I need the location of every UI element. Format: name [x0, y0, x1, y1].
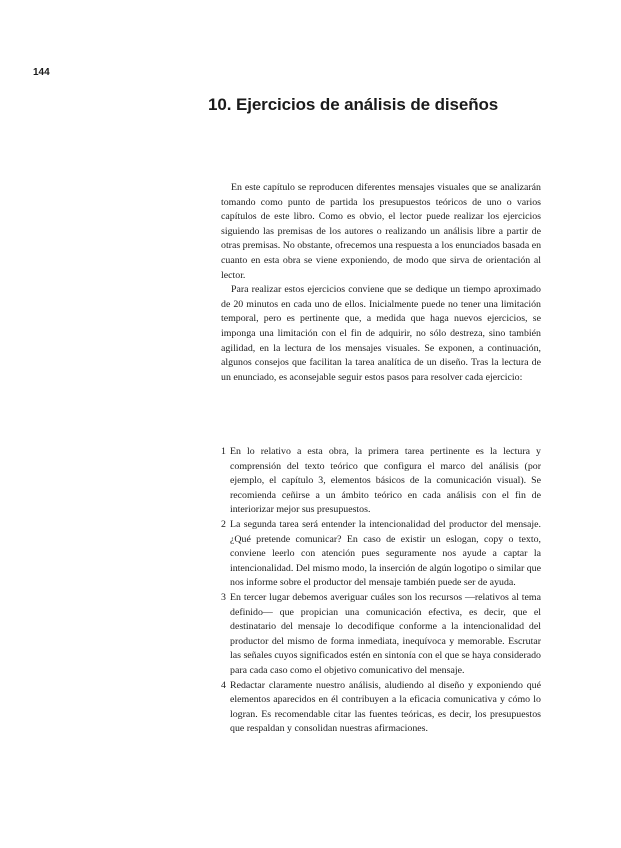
step-text: En lo relativo a esta obra, la primera tarea pertinente es la lectura y comprensión del texto teórico que configura el marco del análisis (por ejemplo, el capítulo 3, elementos básicos de la comunicación visual). Se recomienda ceñirse a un ámbito teórico en cada análisis con el fin de interiorizar mejor sus presupuestos.	[230, 446, 541, 516]
intro-paragraph: En este capítulo se reproducen diferentes mensajes visuales que se analizarán tomando como punto de partida los presupuestos teóricos de uno o varios capítulos de este libro. Como es obvio, el lector puede realizar los ejercicios siguiendo las premisas de los autores o realizando un análisis libre a partir de otras premisas. No obstante, ofrecemos una respuesta a los enunciados basada en cuanto en esta obra se viene exponiendo, de modo que sirva de orientación al lector.	[221, 182, 542, 281]
step-text: En tercer lugar debemos averiguar cuáles son los recursos —relativos al tema definido— que propician una comunicación efectiva, es decir, que el destinatario del mensaje lo decodifique conforme a la intencionalidad del productor del mismo de forma inmediata, inequívoca y memorable. Escrutar las señales cuyos significados estén en sintonía con el que se haya considerado para cada caso como el objetivo comunicativo del mensaje.	[230, 591, 541, 676]
step-item	[221, 518, 541, 591]
intro-paragraph: Para realizar estos ejercicios conviene que se dedique un tiempo aproximado de 20 minutos en cada uno de ellos. Inicialmente puede no tener una limitación temporal, pero es pertinente que, a medida que haga nuevos ejercicios, se imponga una limitación con el fin de adquirir, no sólo destreza, sino también agilidad, en la lectura de los mensajes visuales. Se exponen, a continuación, algunos consejos que facilitan la tarea analítica de un diseño. Tras la lectura de un enunciado, es aconsejable seguir estos pasos para resolver cada ejercicio:	[221, 284, 541, 383]
step-text: La segunda tarea será entender la intencionalidad del productor del mensaje. ¿Qué pretende comunicar? En caso de existir un eslogan, copy o texto, conviene leerlo con atención pues seguramente nos ayude a captar la intencionalidad. Del mismo modo, la inserción de algún logotipo o similar que nos informe sobre el productor del mensaje también puede ser de ayuda.	[230, 518, 541, 589]
page-number: 144	[33, 67, 50, 78]
step-number: 3	[221, 591, 226, 603]
chapter-title: 10. Ejercicios de análisis de diseños	[208, 95, 499, 114]
steps-list	[221, 445, 541, 737]
step-item	[221, 445, 541, 518]
step-item	[221, 591, 541, 679]
step-number: 2	[221, 518, 226, 530]
step-number: 1	[221, 446, 226, 457]
step-item	[221, 679, 541, 737]
intro-text	[221, 181, 541, 385]
step-number: 4	[221, 679, 226, 691]
step-text: Redactar claramente nuestro análisis, aludiendo al diseño y exponiendo qué elementos aparecidos en él contribuyen a la eficacia comunicativa y cómo lo logran. Es recomendable citar las fuentes teóricas, es decir, los presupuestos que respaldan y consolidan nuestras afirmaciones.	[230, 679, 541, 735]
